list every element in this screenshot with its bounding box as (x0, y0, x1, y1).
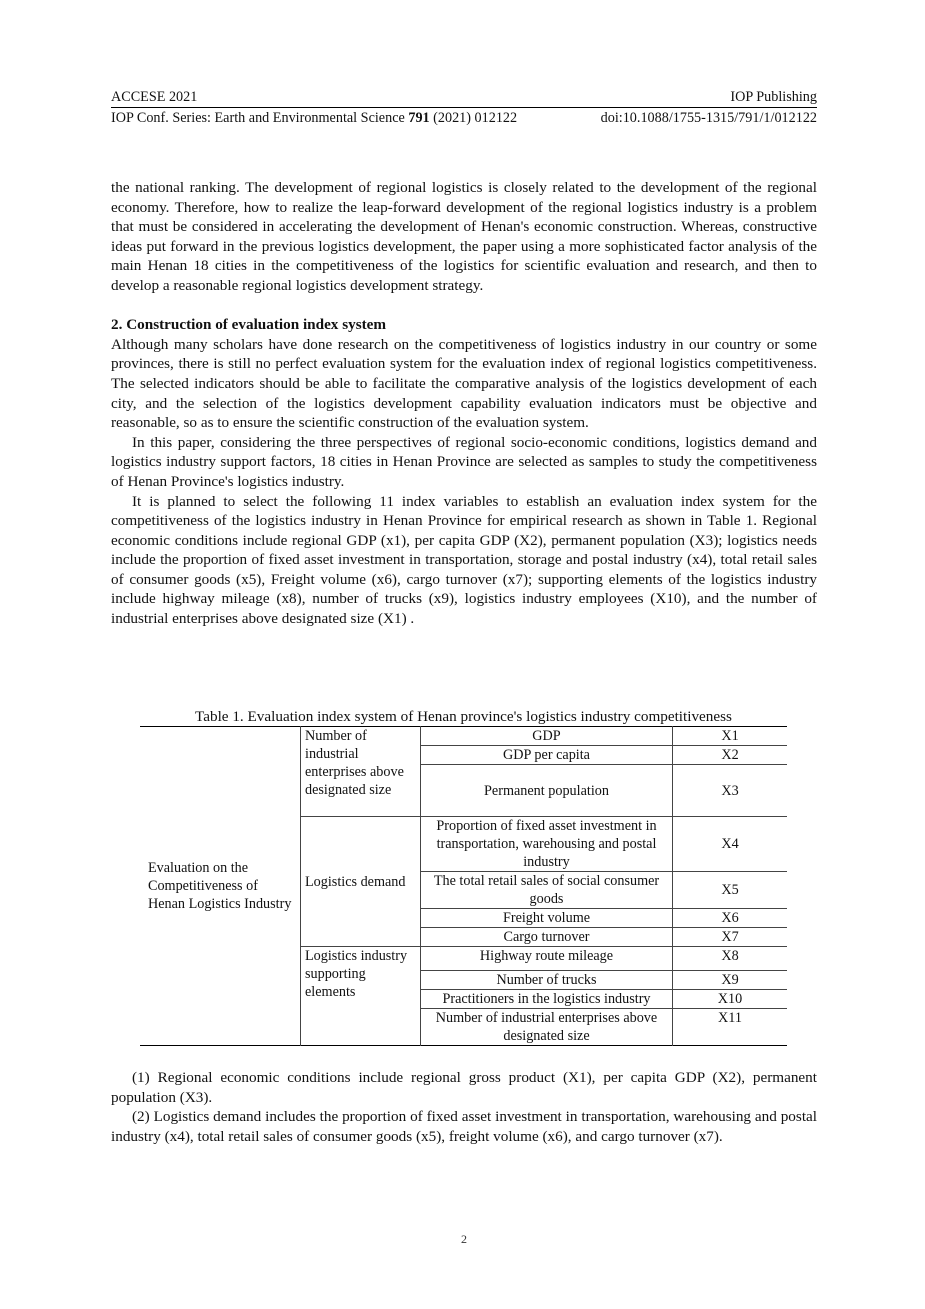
group-cell: Logistics industry supporting elements (301, 947, 421, 1046)
paragraph-index-variables: It is planned to select the following 11 index variables to establish an evaluation index system for the competitiveness of the logistics industry in Henan Province for empirical research as shown in Table 1. Regional economic conditions include regional GDP (x1), per capita GDP (X2), permanent population (X3); logistics needs include the proportion of fixed asset investment in transportation, storage and postal industry (x4), total retail sales of consumer goods (x5), Freight volume (x6), cargo turnover (x7); supporting elements of the logistics industry include highway mileage (x8), number of trucks (x9), logistics industry employees (X10), and the number of industrial enterprises above designated size (X1) . (111, 492, 817, 628)
code-cell: X3 (673, 765, 788, 817)
code-cell: X2 (673, 746, 788, 765)
code-cell: X4 (673, 817, 788, 872)
code-cell: X10 (673, 990, 788, 1009)
table-caption: Table 1. Evaluation index system of Henan province's logistics industry competitiveness (195, 708, 732, 725)
doi: doi:10.1088/1755-1315/791/1/012122 (600, 110, 817, 126)
paragraph-background: Although many scholars have done research on the competitiveness of logistics industry in our country or some provinces, there is still no perfect evaluation system for the evaluation index of regional logistics competitiveness. The selected indicators should be able to facilitate the comparative analysis of the logistics development of each city, and the selection of the logistics development capability evaluation indicators must be objective and reasonable, so as to ensure the scientific construction of the evaluation system. (111, 335, 817, 432)
series-name: IOP Conf. Series: Earth and Environmental Science (111, 110, 409, 126)
code-cell: X7 (673, 928, 788, 947)
article-number: (2021) 012122 (429, 110, 518, 126)
root-cell: Evaluation on the Competitiveness of Henan Logistics Industry (148, 860, 292, 912)
indicator-cell: Number of industrial enterprises above designated size (421, 1009, 673, 1046)
indicator-cell: Proportion of fixed asset investment in transportation, warehousing and postal industry (421, 817, 673, 872)
section-heading: 2. Construction of evaluation index system (111, 316, 387, 334)
indicator-cell: Permanent population (421, 765, 673, 817)
running-header (111, 88, 817, 108)
code-cell: X11 (718, 1010, 742, 1026)
volume-number: 791 (408, 110, 430, 126)
paragraph-intro: the national ranking. The development of regional logistics is closely related to the development of the regional economy. Therefore, how to realize the leap-forward development of the regional logistics industry is a problem that must be considered in accelerating the development of Henan's economic construction. Whereas, constructive ideas put forward in the previous logistics development, the paper using a more sophisticated factor analysis of the main Henan 18 cities in the competitiveness of the logistics for scientific evaluation and research, and then to develop a reasonable regional logistics development strategy. (111, 179, 817, 294)
code-cell: X9 (673, 971, 788, 990)
journal-citation (111, 109, 517, 127)
publisher-name: IOP Publishing (730, 89, 817, 105)
list-item: (1) Regional economic conditions include regional gross product (X1), per capita GDP (X2), permanent population (X3). (111, 1069, 817, 1106)
citation-line (111, 109, 817, 127)
code-cell: X5 (673, 872, 788, 909)
code-cell: X6 (673, 909, 788, 928)
index-system-table (140, 726, 787, 1046)
group-cell: Number of industrial enterprises above designated size (301, 727, 421, 817)
indicator-cell: Freight volume (421, 909, 673, 928)
group-cell: Logistics demand (301, 817, 421, 947)
list-item: (2) Logistics demand includes the proportion of fixed asset investment in transportation, warehousing and postal industry (x4), total retail sales of consumer goods (x5), freight volume (x6), and cargo turnover (x7). (111, 1108, 817, 1145)
table-1 (140, 708, 787, 1046)
paragraph-perspectives: In this paper, considering the three perspectives of regional socio-economic conditions, logistics demand and logistics industry support factors, 18 cities in Henan Province are selected as samples to study the competitiveness of Henan Province's logistics industry. (111, 433, 817, 490)
post-table-text (111, 1068, 817, 1146)
indicator-cell: Highway route mileage (421, 947, 673, 971)
table-row (140, 727, 787, 746)
indicator-cell: Cargo turnover (421, 928, 673, 947)
indicator-cell: Number of trucks (421, 971, 673, 990)
indicator-cell: Practitioners in the logistics industry (421, 990, 673, 1009)
conference-name: ACCESE 2021 (111, 89, 198, 105)
code-cell: X1 (673, 727, 788, 746)
page-number: 2 (461, 1232, 467, 1246)
indicator-cell: The total retail sales of social consumer goods (421, 872, 673, 909)
code-cell: X8 (673, 947, 788, 971)
indicator-cell: GDP (421, 727, 673, 746)
body-text (111, 178, 817, 629)
indicator-cell: GDP per capita (421, 746, 673, 765)
